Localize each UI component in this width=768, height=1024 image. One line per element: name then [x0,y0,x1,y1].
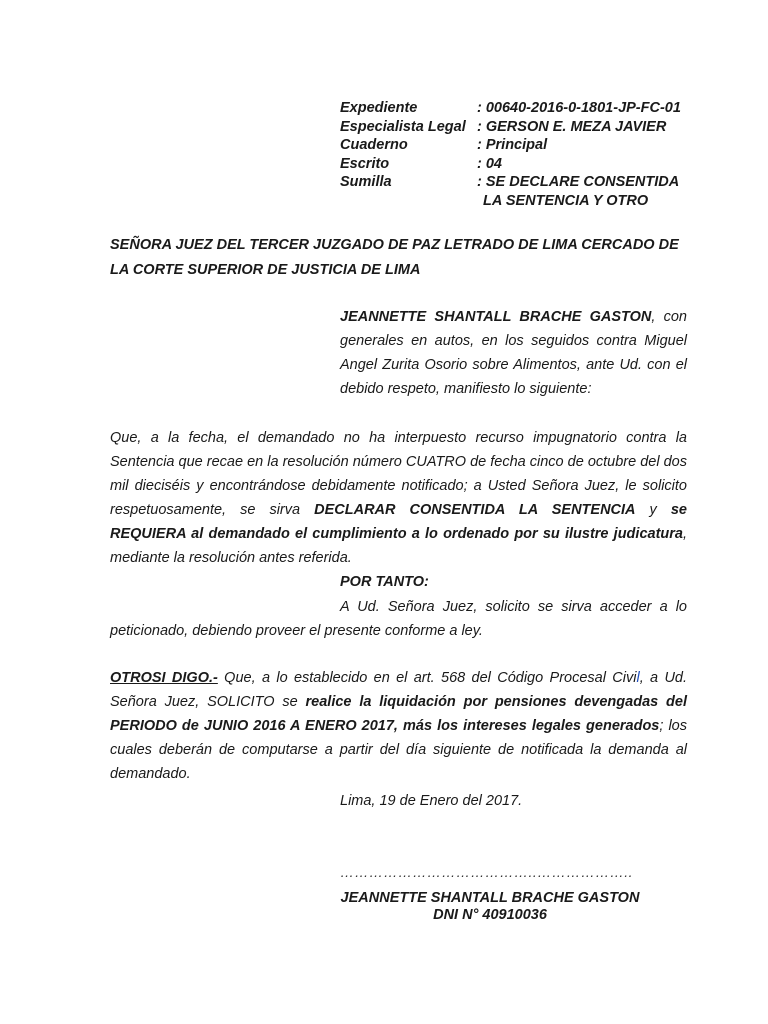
signatory-name: JEANNETTE SHANTALL BRACHE GASTON [340,890,640,906]
por-tanto-text: Señora Juez, [387,599,478,615]
intro-paragraph [340,305,687,401]
header-label: Expediente [340,100,418,116]
header-value: : SE DECLARE CONSENTIDA [477,174,680,190]
header-value: : 00640-2016-0-1801-JP-FC-01 [477,100,681,116]
signatory-dni: DNI N° 40910036 [433,907,547,923]
signature-line: …………………………………..……………….. [340,864,634,880]
header-row-cuaderno [340,136,740,155]
por-tanto-text: solicito se sirva acceder a lo peticionado, debiendo proveer el presente conforme a ley. [110,599,687,639]
header-value: : 04 [477,155,502,172]
request-text: , mediante la resolución antes referida. [110,526,687,566]
request-bold-2: se REQUIERA al demandado el cumplimiento a lo ordenado por su ilustre judicatura [110,502,687,542]
otrosi-text: l [636,670,640,686]
request-text: y [635,502,671,518]
addressee: SEÑORA JUEZ DEL TERCER JUZGADO DE PAZ LETRADO DE LIMA CERCADO DE LA CORTE SUPERIOR DE JUSTICIA DE LIMA [110,237,679,278]
header-label: Cuaderno [340,137,408,153]
otrosi-paragraph [110,666,687,786]
sumilla-continued: LA SENTENCIA Y OTRO [483,192,649,209]
otrosi-label: OTROSI DIGO.- [110,670,218,686]
otrosi-text: Que, a lo establecido en el art. 568 del Código Procesal Civi [217,670,637,686]
request-bold-1: DECLARAR CONSENTIDA LA SENTENCIA [314,502,636,518]
otrosi-text: , a Ud. Señora Juez, SOLICITO se [110,670,688,710]
header-row-escrito [340,155,740,174]
por-tanto-text: A Ud. [340,599,388,615]
header-row-sumilla [340,173,740,192]
header-label: Especialista Legal [340,118,466,135]
request-paragraph [110,426,687,570]
intro-text: , con generales en autos, en los seguidos contra Miguel Angel Zurita Osorio sobre Alimentos, ante Ud. con el debido respeto, manifiesto lo siguiente: [340,309,687,397]
header-value: : GERSON E. MEZA JAVIER [477,118,667,135]
por-tanto-paragraph [110,595,687,643]
por-tanto-heading: POR TANTO: [340,574,429,590]
header-label: Escrito [340,155,390,172]
header-row-expediente [340,99,740,118]
otrosi-bold: realice la liquidación por pensiones devengadas del PERIODO de JUNIO 2016 A ENERO 2017, más los intereses legales generados [110,694,687,734]
document-date: Lima, 19 de Enero del 2017. [340,793,523,809]
header-row-especialista [340,118,740,137]
otrosi-text: ; los cuales deberán de computarse a partir del día siguiente de notificada la demanda al demandado. [110,718,687,782]
header-value: : Principal [477,137,548,153]
request-text: Que, a la fecha, el demandado no ha interpuesto recurso impugnatorio contra la Sentencia que recae en la resolución número CUATRO de fecha cinco de octubre del dos mil dieciséis y encontrándose debidamente notificado; a Usted Señora Juez, le solicito respetuosamente, se sirva [110,430,687,518]
case-header [340,99,740,210]
petitioner-name: JEANNETTE SHANTALL BRACHE GASTON [340,309,652,325]
header-label: Sumilla [340,174,392,190]
